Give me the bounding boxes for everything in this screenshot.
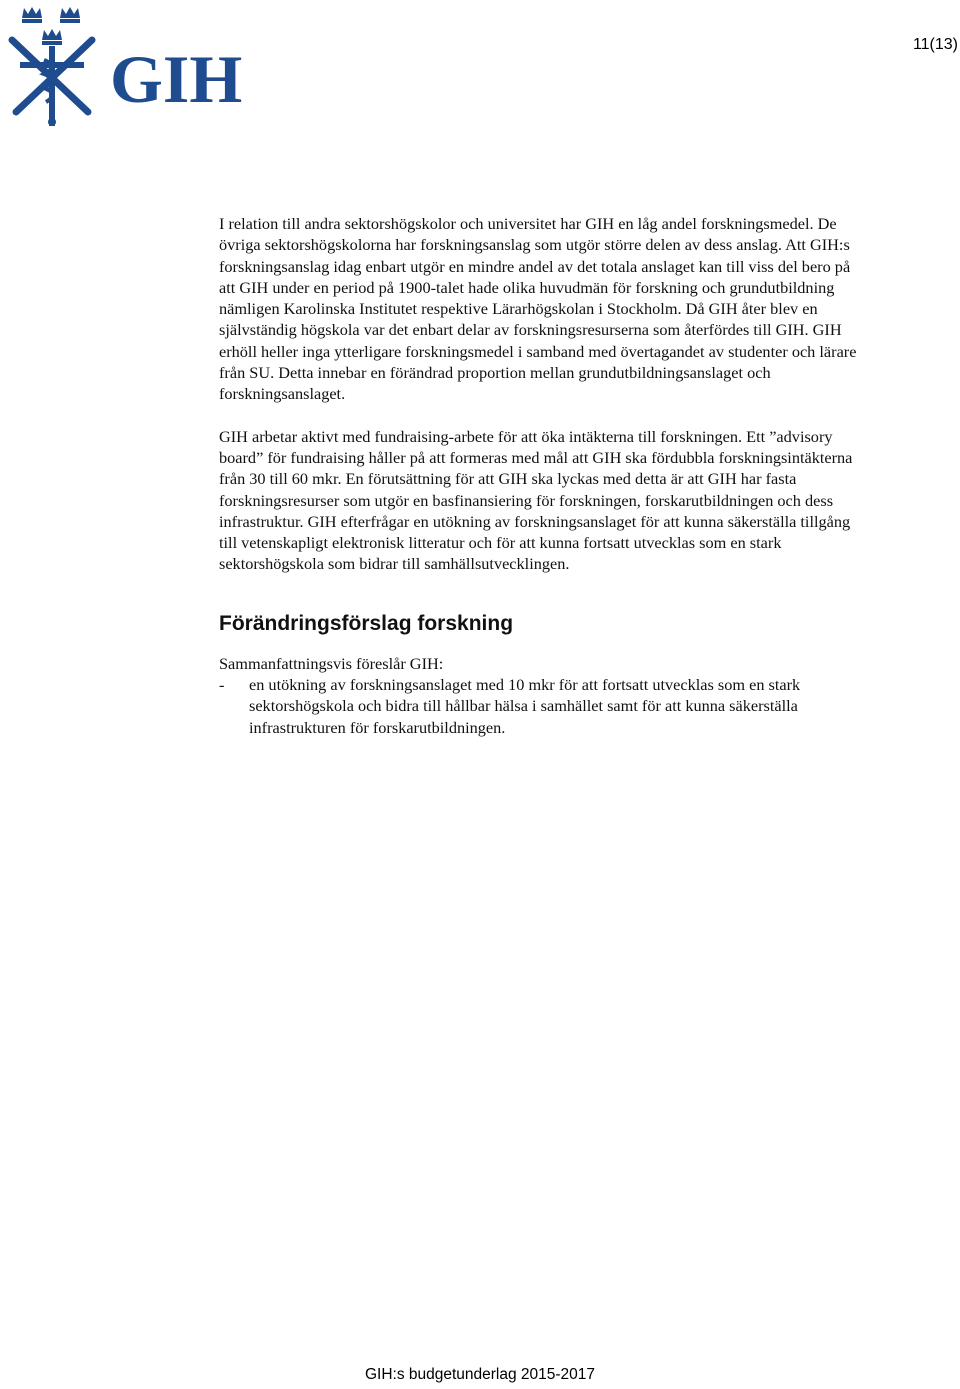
- section-heading: Förändringsförslag forskning: [219, 611, 514, 635]
- crown-icon: [22, 7, 42, 23]
- crown-icon: [42, 29, 62, 45]
- crown-icon: [60, 7, 80, 23]
- paragraph: I relation till andra sektorshögskolor och universitet har GIH en låg andel forskningsmedel. De övriga sektorshögskolorna har forskningsanslag som utgör större delen av dess anslag. Att GIH:s forskningsanslag idag enbart utgör en mindre andel av det totala anslaget kan till viss del bero på att GIH under en period på 1900-talet hade olika huvudmän för forskning och grundutbildning nämligen Karolinska Institutet respektive Lärarhögskolan i Stockholm. Då GIH åter blev en självständig högskola var det enbart delar av forskningsresurserna som återfördes till GIH. GIH erhöll heller inga ytterligare forskningsmedel i samband med övertagandet av studenter och lärare från SU. Detta innebar en förändrad proportion mellan grundutbildningsanslaget och forskningsanslaget.: [219, 214, 857, 404]
- gih-emblem-icon: [4, 4, 244, 130]
- intro-text: Sammanfattningsvis föreslår GIH:: [219, 653, 444, 673]
- page-number: 11(13): [912, 36, 958, 53]
- gih-logo: [4, 4, 244, 130]
- document-body: [219, 213, 869, 738]
- paragraph: GIH arbetar aktivt med fundraising-arbete för att öka intäkterna till forskningen. Ett ”advisory board” för fundraising håller på att formeras med mål att GIH ska fördubbla forskningsintäkterna från 30 till 60 mkr. En förutsättning för att GIH ska lyckas med detta är att GIH har fasta forskningsresurser som utgör en basfinansiering för forskningen, forskarutbildningen och dess infrastruktur. GIH efterfrågar en utökning av forskningsanslaget för att kunna säkerställa tillgång till vetenskapligt elektronisk litteratur och för att kunna fortsatt utvecklas som en stark sektorshögskola som bidrar till samhällsutvecklingen.: [219, 426, 853, 574]
- proposal-list: [219, 674, 869, 738]
- page-footer: GIH:s budgetunderlag 2015-2017: [364, 1366, 596, 1383]
- list-item-text: en utökning av forskningsanslaget med 10 mkr för att fortsatt utvecklas som en stark sektorshögskola och bidra till hållbar hälsa i samhället samt för att kunna säkerställa infrastrukturen för forskarutbildningen.: [249, 675, 801, 737]
- svg-text:GIH: GIH: [110, 41, 243, 117]
- list-marker: -: [219, 675, 225, 695]
- list-item: [219, 674, 869, 738]
